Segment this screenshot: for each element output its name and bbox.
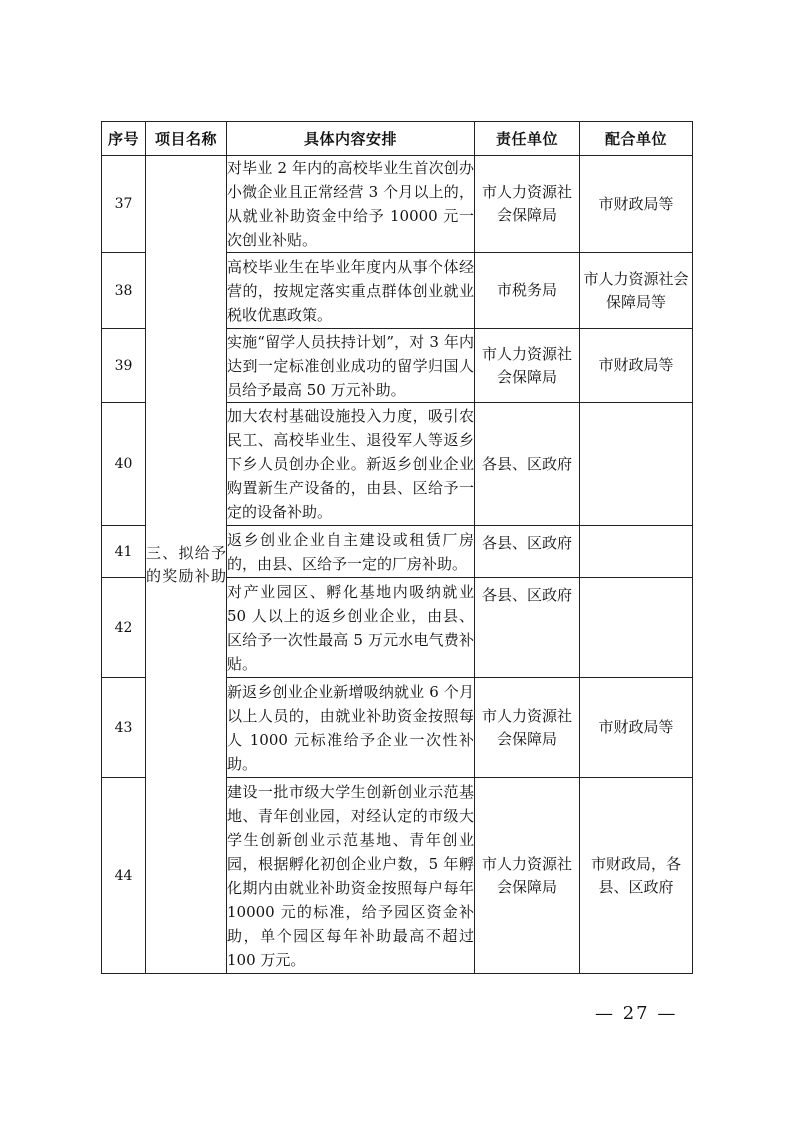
row-number: 37 <box>102 156 146 253</box>
content-cell: 加大农村基础设施投入力度，吸引农民工、高校毕业生、退役军人等返乡下乡人员创办企业。新返乡创业企业购置新生产设备的，由县、区给予一定的设备补助。 <box>227 403 475 526</box>
row-number: 38 <box>102 253 146 329</box>
responsible-cell: 各县、区政府 <box>475 526 580 578</box>
header-row <box>102 122 693 156</box>
row-number: 44 <box>102 778 146 974</box>
cooperating-cell: 市财政局等 <box>580 156 693 253</box>
content-cell: 实施“留学人员扶持计划”，对 3 年内达到一定标准创业成功的留学归国人员给予最高 50 万元补助。 <box>227 329 475 403</box>
content-cell: 建设一批市级大学生创新创业示范基地、青年创业园，对经认定的市级大学生创新创业示范基地、青年创业园，根据孵化初创企业户数，5 年孵化期内由就业补助资金按照每户每年 10000 元的标准，给予园区资金补助，单个园区每年补助最高不超过 100 万元。 <box>227 778 475 974</box>
page-number: — 27 — <box>595 1003 678 1024</box>
responsible-cell: 市人力资源社会保障局 <box>475 156 580 253</box>
responsible-cell: 各县、区政府 <box>475 403 580 526</box>
responsible-cell: 市人力资源社会保障局 <box>475 678 580 778</box>
cooperating-cell <box>580 578 693 678</box>
content-cell: 高校毕业生在毕业年度内从事个体经营的，按规定落实重点群体创业就业税收优惠政策。 <box>227 253 475 329</box>
cooperating-cell: 市财政局等 <box>580 678 693 778</box>
table-row <box>102 156 693 253</box>
header-seq: 序号 <box>102 122 146 156</box>
row-number: 42 <box>102 578 146 678</box>
responsible-cell: 各县、区政府 <box>475 578 580 678</box>
responsible-cell: 市人力资源社会保障局 <box>475 778 580 974</box>
header-responsible: 责任单位 <box>475 122 580 156</box>
policy-table <box>101 121 693 974</box>
responsible-cell: 市税务局 <box>475 253 580 329</box>
header-project: 项目名称 <box>146 122 227 156</box>
header-cooperating: 配合单位 <box>580 122 693 156</box>
row-number: 43 <box>102 678 146 778</box>
cooperating-cell <box>580 526 693 578</box>
cooperating-cell: 市人力资源社会保障局等 <box>580 253 693 329</box>
header-content: 具体内容安排 <box>227 122 475 156</box>
content-cell: 返乡创业企业自主建设或租赁厂房的，由县、区给予一定的厂房补助。 <box>227 526 475 578</box>
cooperating-cell: 市财政局等 <box>580 329 693 403</box>
cooperating-cell <box>580 403 693 526</box>
content-cell: 对毕业 2 年内的高校毕业生首次创办小微企业且正常经营 3 个月以上的，从就业补助资金中给予 10000 元一次创业补贴。 <box>227 156 475 253</box>
content-cell: 对产业园区、孵化基地内吸纳就业 50 人以上的返乡创业企业，由县、区给予一次性最高 5 万元水电气费补贴。 <box>227 578 475 678</box>
cooperating-cell: 市财政局，各县、区政府 <box>580 778 693 974</box>
row-number: 41 <box>102 526 146 578</box>
project-name-cell: 三、拟给予的奖励补助 <box>146 156 227 974</box>
row-number: 39 <box>102 329 146 403</box>
responsible-cell: 市人力资源社会保障局 <box>475 329 580 403</box>
row-number: 40 <box>102 403 146 526</box>
content-cell: 新返乡创业企业新增吸纳就业 6 个月以上人员的，由就业补助资金按照每人 1000 元标准给予企业一次性补助。 <box>227 678 475 778</box>
